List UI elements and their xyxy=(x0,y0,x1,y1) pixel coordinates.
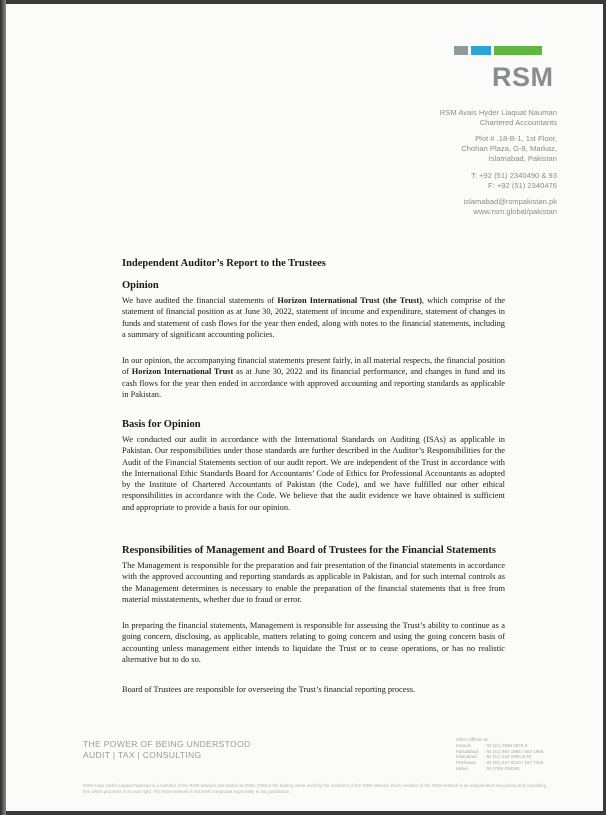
address-line: Chohan Plaza, G-8, Markaz, xyxy=(461,144,557,153)
opinion-paragraph-1 xyxy=(122,295,505,340)
other-offices xyxy=(456,737,543,772)
fax: F: +92 (51) 2340476 xyxy=(487,181,557,190)
footer-tagline: THE POWER OF BEING UNDERSTOOD xyxy=(83,739,251,749)
office-phone: : 92 (51) 234 0490 & 93 xyxy=(484,754,532,760)
web-block xyxy=(464,197,557,217)
office-phone: : 92 (21) 3565 5975-9 xyxy=(484,742,528,748)
basis-paragraph: We conducted our audit in accordance with the International Standards on Auditing (ISAs) as applicable in Pakistan. Our responsibilities under those standards are further described in the Auditor’s Responsibilities for the Audit of the Financial Statements section of our audit report. We are independent of the Trust in accordance with the International Ethic Standards Board for Accountants’ Code of Ethics for Professional Accountants as adopted by the Institute of Chartered Accountants of Pakistan (the Code), and we have fulfilled our other ethical responsibilities in accordance with the Code. We believe that the audit evidence we have obtained is sufficient and appropriate to provide a basis for our opinion. xyxy=(122,435,505,512)
address-line: Islamabad, Pakistan xyxy=(488,154,557,163)
footer-services: AUDIT | TAX | CONSULTING xyxy=(83,750,202,760)
firm-name: RSM Avais Hyder Liaquat Nauman xyxy=(439,108,557,117)
opinion-heading: Opinion xyxy=(122,280,159,291)
logo-bar-blue xyxy=(471,46,491,55)
office-row xyxy=(456,766,543,772)
contact-block xyxy=(471,171,557,191)
opinion-paragraph-2 xyxy=(122,355,505,400)
trust-name: Horizon International Trust xyxy=(131,367,234,377)
office-city: Faisalabad xyxy=(456,748,479,754)
document-page xyxy=(6,4,603,811)
opinion-text: , which comprise of the statement of financial position as at June 30, 2022, statement of income and expenditure, statement of changes in funds and statement of cash flows for the year then ended, along with notes to the financial statements, including a summary of significant accounting policies. xyxy=(122,296,505,339)
responsibilities-paragraph-2: In preparing the financial statements, Management is responsible for assessing the Trust’s ability to continue as a going concern, disclosing, as applicable, matters relating to going concern and using the going concern basis of accounting unless management either intends to liquidate the Trust or to cease operations, or has no realistic alternative but to do so. xyxy=(122,621,505,664)
office-city: Peshawar xyxy=(456,760,477,766)
report-title: Independent Auditor’s Report to the Trustees xyxy=(122,258,326,269)
office-phone: : 93 (799) 058155 xyxy=(484,765,520,771)
offices-label: Other Offices at: xyxy=(456,737,489,742)
logo-bar-green xyxy=(494,46,542,55)
responsibilities-paragraph-1: The Management is responsible for the preparation and fair presentation of the financial statements in accordance with the approved accounting and reporting standards as applicable in Pakistan, and for such internal controls as the Management determines is necessary to enable the preparation of the financial statements that is free from material misstatements, whether due to fraud or error. xyxy=(122,561,505,604)
responsibilities-paragraph-3: Board of Trustees are responsible for overseeing the Trust’s financial reporting process. xyxy=(122,685,416,694)
rsm-logo-bars xyxy=(454,46,542,55)
opinion-text: In our opinion, the accompanying financial statements present fairly, in all material respects, the financial position of xyxy=(122,356,505,377)
office-phone: : 92 (91) 527 8310 / 527 7205 xyxy=(484,760,544,766)
opinion-text: as at June 30, 2022 and its financial performance, and changes in fund and its cash flows for the year then ended in accordance with approved accounting and reporting standards as applicable in Pakistan. xyxy=(122,367,505,399)
logo-bar-grey xyxy=(454,46,468,55)
opinion-text: We have audited the financial statements of xyxy=(122,296,278,305)
responsibilities-heading: Responsibilities of Management and Board of Trustees for the Financial Statements xyxy=(122,545,496,556)
address-line: Plot # .18-B-1, 1st Floor, xyxy=(475,134,557,143)
firm-block xyxy=(440,108,557,128)
office-phone: : 92 (41) 854 1965 / 854 1966 xyxy=(484,748,544,754)
office-city: Karachi xyxy=(456,742,472,748)
office-city: Kabul xyxy=(456,765,468,771)
firm-type: Chartered Accountants xyxy=(479,118,557,127)
trust-name: Horizon International Trust (the Trust) xyxy=(277,296,422,305)
office-city: Islamabad xyxy=(456,754,477,760)
basis-heading: Basis for Opinion xyxy=(122,419,201,430)
address-block xyxy=(461,134,557,164)
website: www.rsm.global/pakistan xyxy=(473,207,557,216)
legal-footnote: RSM Avais Hyder Liaquat Nauman is a member of the RSM network and trades as RSM. RSM is the trading name used by the members of the RSM network. Each member of the RSM network is an independent accounting and consulting firm which practices in its own right. The RSM network is not itself a separate legal entity in any jurisdiction. xyxy=(83,783,547,794)
phone: T: +92 (51) 2340490 & 93 xyxy=(471,171,557,180)
rsm-logo-text: RSM xyxy=(492,62,554,92)
email: islamabad@rsmpakistan.pk xyxy=(463,197,557,206)
